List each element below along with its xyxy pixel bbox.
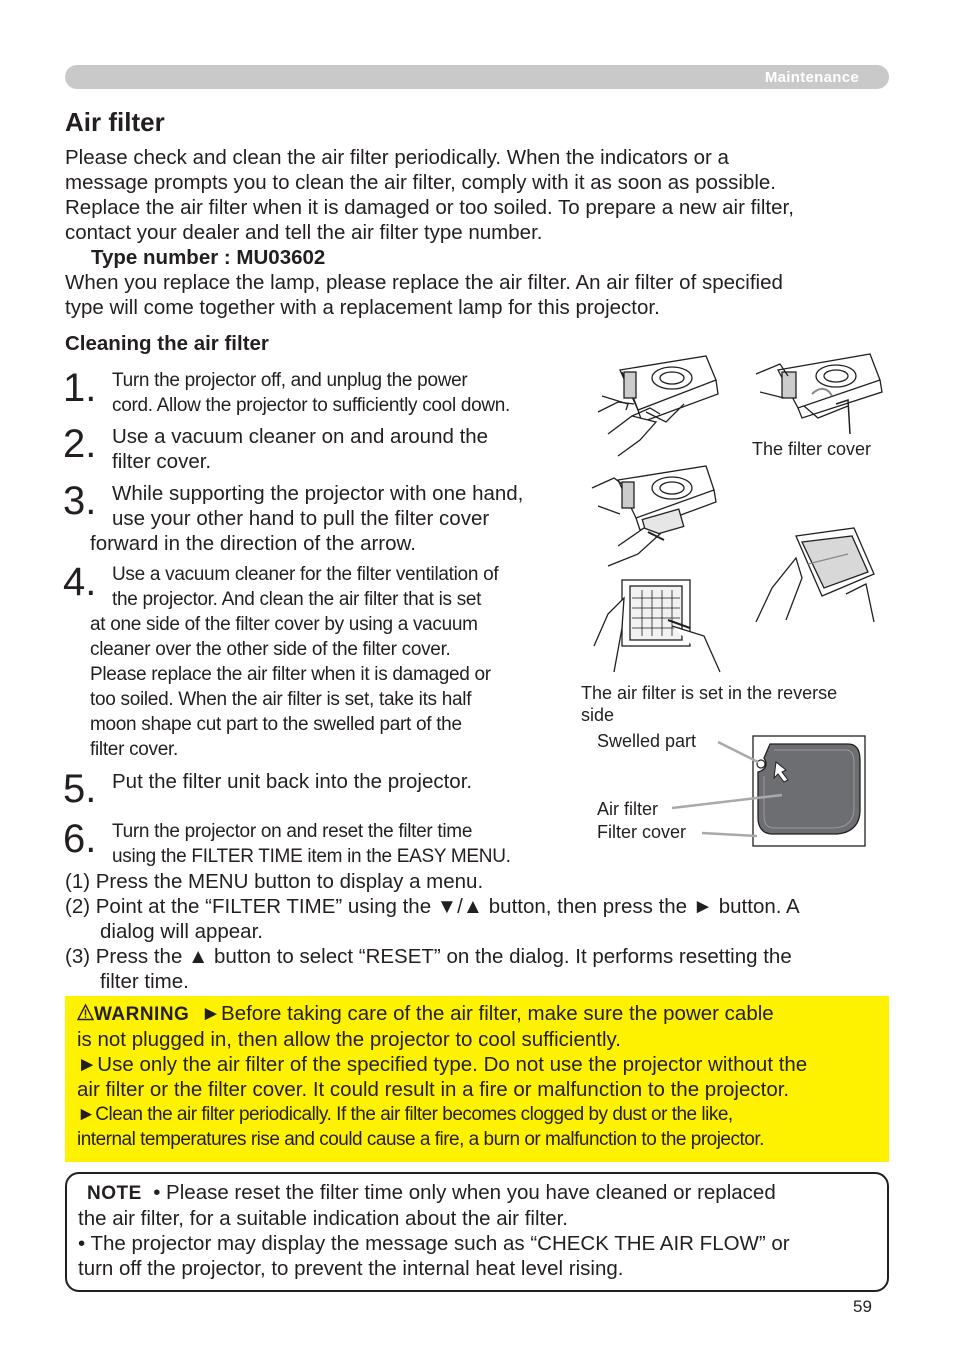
step-line: moon shape cut part to the swelled part of the <box>90 714 462 735</box>
step-number: 2. <box>63 422 97 466</box>
intro-line: When you replace the lamp, please replace the air filter. An air filter of specified <box>65 271 783 294</box>
step-line: Please replace the air filter when it is damaged or <box>90 664 491 685</box>
intro-line: Replace the air filter when it is damaged or too soiled. To prepare a new air filter, <box>65 196 794 219</box>
step-line: use your other hand to pull the filter cover <box>112 507 490 530</box>
warning-label: WARNING <box>94 1004 190 1025</box>
filter-cover-label: Filter cover <box>597 822 687 842</box>
note-line: • Please reset the filter time only when you have cleaned or replaced <box>153 1181 776 1204</box>
warning-text <box>77 1001 885 1152</box>
step-number: 3. <box>63 479 97 523</box>
step-line: the projector. And clean the air filter that is set <box>112 589 482 610</box>
step-line: filter cover. <box>90 739 178 760</box>
step-line: at one side of the filter cover by using a vacuum <box>90 614 478 635</box>
step-line: Turn the projector on and reset the filter time <box>112 821 473 842</box>
intro-line: Please check and clean the air filter periodically. When the indicators or a <box>65 146 729 169</box>
intro-line: contact your dealer and tell the air filter type number. <box>65 221 543 244</box>
step-line: cleaner over the other side of the filter cover. <box>90 639 451 660</box>
step-number: 1. <box>63 366 97 410</box>
step-line: While supporting the projector with one hand, <box>112 482 524 505</box>
step-line: Use a vacuum cleaner for the filter ventilation of <box>112 564 499 585</box>
warning-line: ►Before taking care of the air filter, make sure the power cable <box>200 1002 774 1025</box>
step-line: Use a vacuum cleaner on and around the <box>112 425 489 448</box>
caption-line: side <box>581 705 615 725</box>
warning-box <box>65 996 889 1162</box>
warning-triangle-icon <box>77 1002 94 1019</box>
note-label: NOTE <box>87 1183 142 1204</box>
warning-line: ►Use only the air filter of the specified type. Do not use the projector without the <box>77 1053 808 1076</box>
swelled-part-label: Swelled part <box>597 731 697 751</box>
step-line: too soiled. When the air filter is set, take its half <box>90 689 472 710</box>
warning-line: air filter or the filter cover. It could result in a fire or malfunction to the projector. <box>77 1078 790 1101</box>
filter-cover-caption: The filter cover <box>752 439 872 459</box>
step-line: Put the filter unit back into the projector. <box>112 770 473 793</box>
substep-line: (3) Press the ▲ button to select “RESET” on the dialog. It performs resetting the <box>65 945 792 968</box>
step-line: forward in the direction of the arrow. <box>90 532 416 555</box>
step-number: 5. <box>63 767 97 811</box>
note-line: turn off the projector, to prevent the internal heat level rising. <box>78 1257 624 1280</box>
section-heading: Cleaning the air filter <box>65 332 269 355</box>
warning-line: ►Clean the air filter periodically. If the air filter becomes clogged by dust or the like, <box>77 1104 733 1125</box>
page-title: Air filter <box>65 107 165 137</box>
step-line: filter cover. <box>112 450 212 473</box>
step-number: 4. <box>63 560 97 604</box>
note-line: • The projector may display the message such as “CHECK THE AIR FLOW” or <box>78 1232 790 1255</box>
intro-line: message prompts you to clean the air filter, comply with it as soon as possible. <box>65 171 777 194</box>
intro-line: type will come together with a replacement lamp for this projector. <box>65 296 660 319</box>
page-number: 59 <box>853 1297 872 1316</box>
note-line: the air filter, for a suitable indication about the air filter. <box>78 1207 568 1230</box>
type-number: Type number : MU03602 <box>91 246 326 269</box>
air-filter-label: Air filter <box>597 799 659 819</box>
warning-line: internal temperatures rise and could cause a fire, a burn or malfunction to the projector. <box>77 1129 764 1150</box>
substep-line: dialog will appear. <box>100 920 263 943</box>
substep-line: (1) Press the MENU button to display a menu. <box>65 870 484 893</box>
step-line: cord. Allow the projector to sufficiently cool down. <box>112 395 511 416</box>
note-box <box>65 1172 889 1292</box>
substep-line: (2) Point at the “FILTER TIME” using the ▼/▲ button, then press the ► button. A <box>65 895 800 918</box>
caption-line: The air filter is set in the reverse <box>581 683 838 703</box>
section-label: Maintenance <box>764 69 859 86</box>
step-line: using the FILTER TIME item in the EASY MENU. <box>112 846 511 867</box>
note-text <box>78 1180 878 1281</box>
step-number: 6. <box>63 817 97 861</box>
warning-line: is not plugged in, then allow the projector to cool sufficiently. <box>77 1028 621 1051</box>
substep-line: filter time. <box>100 970 189 993</box>
step-line: Turn the projector off, and unplug the power <box>112 370 468 391</box>
